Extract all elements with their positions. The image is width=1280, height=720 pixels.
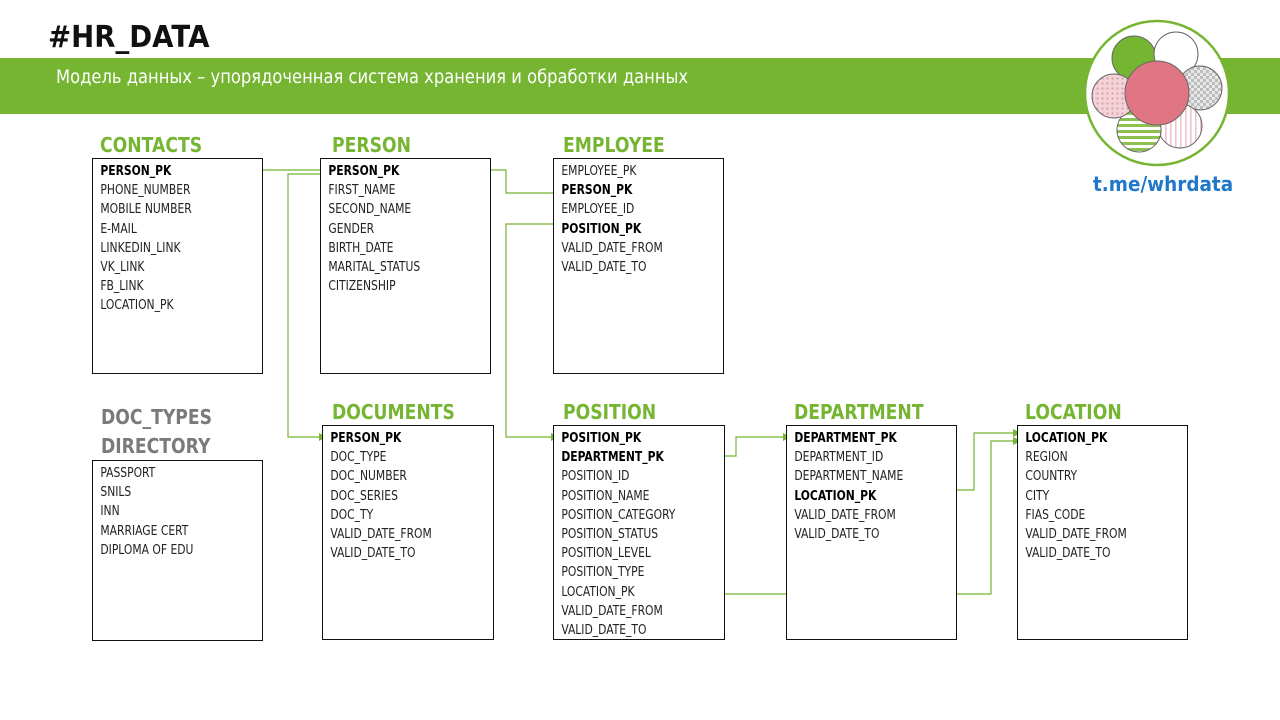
field-doc-ty: DOC_TY bbox=[330, 507, 374, 523]
relation-employee-position bbox=[506, 224, 558, 437]
field-passport: PASSPORT bbox=[100, 466, 156, 481]
field-fias-code: FIAS_CODE bbox=[1025, 507, 1086, 523]
field-department-pk: DEPARTMENT_PK bbox=[561, 450, 664, 466]
field-valid-date-to: VALID_DATE_TO bbox=[561, 622, 647, 638]
field-region: REGION bbox=[1025, 450, 1068, 466]
field-valid-date-to: VALID_DATE_TO bbox=[1025, 546, 1111, 562]
field-mobile-number: MOBILE NUMBER bbox=[100, 202, 192, 218]
field-snils: SNILS bbox=[100, 485, 132, 501]
field-marital-status: MARITAL_STATUS bbox=[328, 259, 421, 275]
field-person-pk: PERSON_PK bbox=[330, 431, 402, 446]
table-title-department: DEPARTMENT bbox=[794, 400, 924, 424]
page-subtitle: Модель данных – упорядоченная система хранения и обработки данных bbox=[56, 66, 689, 88]
table-department bbox=[786, 425, 957, 640]
table-documents bbox=[322, 425, 494, 640]
field-citizenship: CITIZENSHIP bbox=[328, 279, 396, 295]
table-location bbox=[1017, 425, 1188, 640]
table-title-position: POSITION bbox=[563, 400, 657, 424]
field-employee-pk: EMPLOYEE_PK bbox=[561, 164, 637, 179]
field-valid-date-to: VALID_DATE_TO bbox=[561, 259, 647, 275]
table-title-doc-types-line2: DIRECTORY bbox=[101, 434, 211, 458]
field-doc-number: DOC_NUMBER bbox=[330, 469, 407, 485]
field-valid-date-from: VALID_DATE_FROM bbox=[561, 240, 663, 256]
field-employee-id: EMPLOYEE_ID bbox=[561, 202, 635, 218]
field-position-category: POSITION_CATEGORY bbox=[561, 507, 676, 523]
table-title-documents: DOCUMENTS bbox=[332, 400, 455, 424]
table-title-employee: EMPLOYEE bbox=[563, 133, 665, 157]
table-position bbox=[553, 425, 725, 640]
field-position-pk: POSITION_PK bbox=[561, 431, 642, 446]
field-valid-date-to: VALID_DATE_TO bbox=[794, 526, 880, 542]
table-person bbox=[320, 158, 491, 374]
field-location-pk: LOCATION_PK bbox=[100, 298, 174, 314]
telegram-link[interactable]: t.me/whrdata bbox=[1093, 172, 1234, 196]
table-title-doc-types-line1: DOC_TYPES bbox=[101, 405, 213, 429]
field-person-pk: PERSON_PK bbox=[100, 164, 172, 179]
field-department-name: DEPARTMENT_NAME bbox=[794, 469, 904, 485]
field-valid-date-from: VALID_DATE_FROM bbox=[1025, 526, 1127, 542]
field-birth-date: BIRTH_DATE bbox=[328, 240, 394, 256]
field-position-level: POSITION_LEVEL bbox=[561, 546, 651, 562]
field-vk-link: VK_LINK bbox=[100, 259, 145, 275]
field-person-pk: PERSON_PK bbox=[561, 183, 633, 199]
field-fb-link: FB_LINK bbox=[100, 279, 144, 295]
field-location-pk: LOCATION_PK bbox=[561, 584, 635, 600]
field-diploma-of-edu: DIPLOMA OF EDU bbox=[100, 542, 194, 558]
table-contacts bbox=[92, 158, 263, 374]
field-valid-date-to: VALID_DATE_TO bbox=[330, 546, 416, 562]
field-department-id: DEPARTMENT_ID bbox=[794, 450, 884, 466]
field-position-pk: POSITION_PK bbox=[561, 221, 642, 237]
field-position-status: POSITION_STATUS bbox=[561, 526, 659, 542]
table-title-location: LOCATION bbox=[1025, 400, 1122, 424]
table-title-contacts: CONTACTS bbox=[100, 133, 203, 157]
table-doc-types bbox=[92, 460, 263, 641]
field-department-pk: DEPARTMENT_PK bbox=[794, 431, 897, 446]
field-doc-type: DOC_TYPE bbox=[330, 450, 387, 466]
field-valid-date-from: VALID_DATE_FROM bbox=[330, 526, 432, 542]
table-employee bbox=[553, 158, 724, 374]
field-valid-date-from: VALID_DATE_FROM bbox=[794, 507, 896, 523]
table-title-person: PERSON bbox=[332, 133, 412, 157]
field-valid-date-from: VALID_DATE_FROM bbox=[561, 603, 663, 619]
field-position-type: POSITION_TYPE bbox=[561, 565, 645, 581]
field-position-name: POSITION_NAME bbox=[561, 488, 650, 504]
field-location-pk: LOCATION_PK bbox=[1025, 431, 1108, 446]
field-marriage-cert: MARRIAGE CERT bbox=[100, 523, 189, 539]
field-doc-series: DOC_SERIES bbox=[330, 488, 398, 504]
field-city: CITY bbox=[1025, 488, 1050, 504]
field-position-id: POSITION_ID bbox=[561, 469, 630, 485]
field-location-pk: LOCATION_PK bbox=[794, 488, 877, 504]
field-linkedin-link: LINKEDIN_LINK bbox=[100, 240, 181, 256]
field-phone-number: PHONE_NUMBER bbox=[100, 183, 191, 199]
field-inn: INN bbox=[100, 504, 120, 520]
field-country: COUNTRY bbox=[1025, 469, 1078, 485]
field-first-name: FIRST_NAME bbox=[328, 183, 396, 199]
field-e-mail: E-MAIL bbox=[100, 221, 137, 237]
field-second-name: SECOND_NAME bbox=[328, 202, 412, 218]
field-gender: GENDER bbox=[328, 221, 375, 237]
brand-title: #HR_DATA bbox=[48, 20, 210, 55]
field-person-pk: PERSON_PK bbox=[328, 164, 400, 179]
